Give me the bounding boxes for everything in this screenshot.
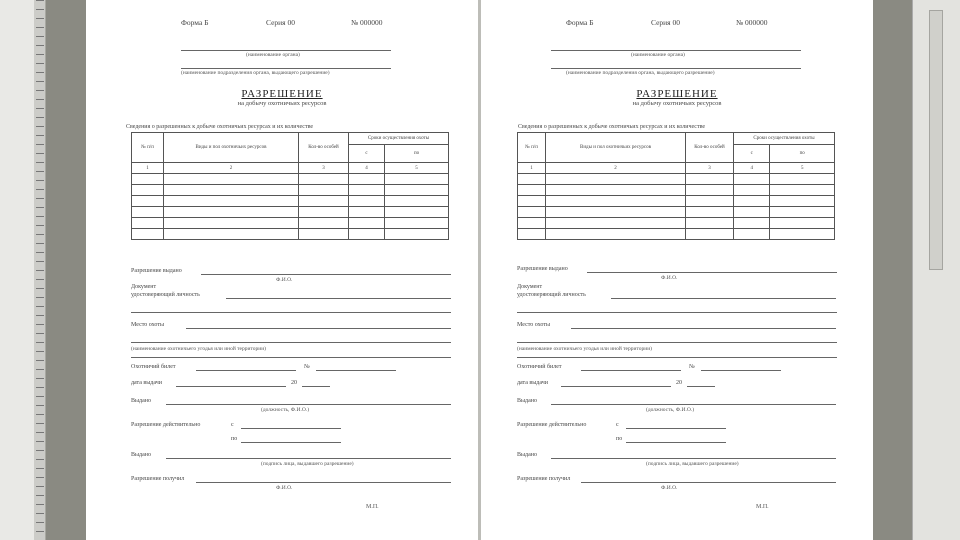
cell-to: 5: [385, 163, 449, 174]
doc-label-right: Документ: [517, 284, 543, 290]
received-fio: Ф.И.О.: [276, 485, 293, 491]
year-prefix: 20: [291, 380, 297, 386]
doc-details-label-right: удостоверяющий личность: [517, 292, 586, 298]
valid-to-line-right: [626, 442, 726, 443]
scrollbar-thumb[interactable]: [929, 10, 943, 270]
col-qty-right: Кол-во особей: [686, 133, 734, 163]
cell-num: 1: [132, 163, 164, 174]
issued-by-label-right: Выдано: [517, 398, 537, 404]
place-note-right: (наименование охотничьего угодья или иной территории): [517, 346, 652, 352]
signature-line-right: [551, 458, 836, 459]
place-line-2-right: [517, 342, 837, 343]
valid-from-line: [241, 428, 341, 429]
agency-line: [181, 50, 391, 51]
series-label: Серия 00: [266, 18, 296, 27]
agency-caption-right: (наименование органа): [631, 52, 685, 58]
number-label: № 000000: [351, 18, 383, 27]
cell-name: 2: [164, 163, 299, 174]
fio-caption-right: Ф.И.О.: [661, 275, 678, 281]
document-title-right: РАЗРЕШЕНИЕ: [636, 88, 718, 100]
valid-to-line: [241, 442, 341, 443]
col-number-right: № п/п: [518, 133, 546, 163]
doc-line-right: [611, 298, 836, 299]
agency-subcaption-right: (наименование подразделения органа, выдающего разрешение): [566, 70, 715, 76]
form-label: Форма Б: [181, 18, 209, 27]
col-dates-right: Сроки осуществления охоты: [734, 133, 835, 145]
cell-from-right: 4: [734, 163, 770, 174]
vertical-ruler: [0, 0, 46, 540]
received-line: [196, 482, 451, 483]
table-caption-right: Сведения о разрешенных к добыче охотничьих ресурсах и их количестве: [518, 124, 706, 130]
issued-to-label: Разрешение выдано: [131, 268, 182, 274]
position-caption: (должность, Ф.И.О.): [261, 407, 310, 413]
issue-date-label-right: дата выдачи: [517, 380, 548, 386]
col-from-right: с: [734, 145, 770, 163]
col-qty: Кол-во особей: [299, 133, 349, 163]
valid-from-prefix: с: [231, 422, 234, 428]
stamp-note-right: (подпись лица, выдавшего разрешение): [646, 461, 739, 467]
series-label-right: Серия 00: [651, 18, 681, 27]
issue-date-line: [176, 386, 286, 387]
agency-caption: (наименование органа): [246, 52, 300, 58]
issue-date-label: дата выдачи: [131, 380, 162, 386]
ticket-number-line-right: [701, 370, 781, 371]
place-line-right: [571, 328, 836, 329]
cell-name-right: 2: [546, 163, 686, 174]
ticket-series-line-right: [581, 370, 681, 371]
resources-table-right: [517, 132, 835, 240]
place-line: [186, 328, 451, 329]
year-line-right: [687, 386, 715, 387]
agency-subcaption: (наименование подразделения органа, выдающего разрешение): [181, 70, 330, 76]
received-fio-right: Ф.И.О.: [661, 485, 678, 491]
signature-place-label-right: Выдано: [517, 452, 537, 458]
issue-date-line-right: [561, 386, 671, 387]
valid-label: Разрешение действительно: [131, 422, 201, 428]
valid-from-line-right: [626, 428, 726, 429]
fio-caption: Ф.И.О.: [276, 277, 293, 283]
place-line-2: [131, 342, 451, 343]
received-line-right: [581, 482, 836, 483]
col-to-right: по: [770, 145, 835, 163]
year-line: [302, 386, 330, 387]
subdivision-line: [181, 68, 391, 69]
issued-to-label-right: Разрешение выдано: [517, 266, 568, 272]
issued-to-line-right: [587, 272, 837, 273]
subdivision-line-right: [551, 68, 801, 69]
cell-to-right: 5: [770, 163, 835, 174]
ticket-no: №: [304, 364, 310, 370]
col-name-right: Виды и пол охотничьих ресурсов: [546, 133, 686, 163]
place-note: (наименование охотничьего угодья или иной территории): [131, 346, 266, 352]
agency-line-right: [551, 50, 801, 51]
doc-line-2-right: [517, 312, 837, 313]
mp-label: М.П.: [366, 504, 379, 510]
cell-from: 4: [349, 163, 385, 174]
page-right: [481, 0, 873, 540]
doc-label: Документ: [131, 284, 157, 290]
position-caption-right: (должность, Ф.И.О.): [646, 407, 695, 413]
document-subtitle-right: на добычу охотничьих ресурсов: [632, 100, 722, 107]
col-from: с: [349, 145, 385, 163]
place-line-3-right: [517, 357, 837, 358]
number-label-right: № 000000: [736, 18, 768, 27]
ticket-number-line: [316, 370, 396, 371]
place-line-3: [131, 357, 451, 358]
col-to: по: [385, 145, 449, 163]
cell-qty: 3: [299, 163, 349, 174]
signature-place-label: Выдано: [131, 452, 151, 458]
signature-line: [166, 458, 451, 459]
stamp-note: (подпись лица, выдавшего разрешение): [261, 461, 354, 467]
ticket-no-right: №: [689, 364, 695, 370]
col-number: № п/п: [132, 133, 164, 163]
received-label-right: Разрешение получил: [517, 476, 571, 482]
hunting-ticket-label: Охотничий билет: [131, 364, 176, 370]
col-name: Виды и пол охотничьих ресурсов: [164, 133, 299, 163]
vertical-scrollbar[interactable]: [912, 0, 960, 540]
place-label-right: Место охоты: [517, 322, 550, 328]
doc-details-label: удостоверяющий личность: [131, 292, 200, 298]
resources-table: [131, 132, 449, 240]
issued-by-label: Выдано: [131, 398, 151, 404]
issued-by-line-right: [551, 404, 836, 405]
ruler-ticks: [36, 0, 44, 540]
valid-from-prefix-right: с: [616, 422, 619, 428]
form-label-right: Форма Б: [566, 18, 594, 27]
valid-label-right: Разрешение действительно: [517, 422, 587, 428]
col-dates: Сроки осуществления охоты: [349, 133, 449, 145]
cell-qty-right: 3: [686, 163, 734, 174]
doc-line: [226, 298, 451, 299]
ticket-series-line: [196, 370, 296, 371]
received-label: Разрешение получил: [131, 476, 185, 482]
cell-num-right: 1: [518, 163, 546, 174]
place-label: Место охоты: [131, 322, 164, 328]
doc-line-2: [131, 312, 451, 313]
table-caption: Сведения о разрешенных к добыче охотничьих ресурсах и их количестве: [126, 124, 314, 130]
document-subtitle: на добычу охотничьих ресурсов: [237, 100, 327, 107]
valid-to-prefix: по: [231, 436, 238, 442]
issued-to-line: [201, 274, 451, 275]
year-prefix-right: 20: [676, 380, 682, 386]
page-left: [86, 0, 478, 540]
hunting-ticket-label-right: Охотничий билет: [517, 364, 562, 370]
issued-by-line: [166, 404, 451, 405]
valid-to-prefix-right: по: [616, 436, 623, 442]
document-title: РАЗРЕШЕНИЕ: [241, 88, 323, 100]
mp-label-right: М.П.: [756, 504, 769, 510]
